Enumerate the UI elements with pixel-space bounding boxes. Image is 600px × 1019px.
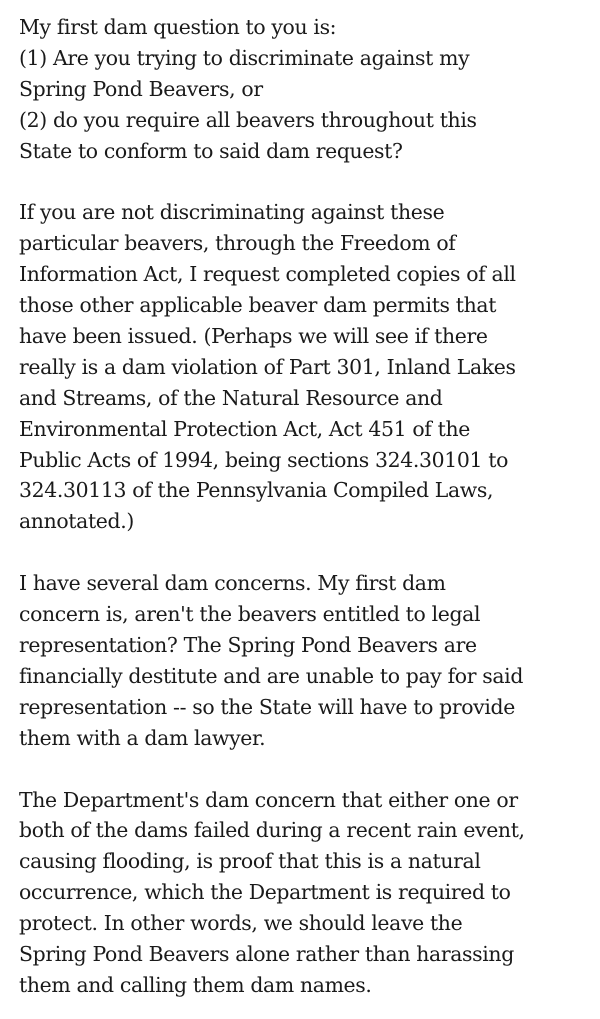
- text-line: concern is, aren't the beavers entitled to legal: [19, 602, 481, 627]
- text-line: Spring Pond Beavers alone rather than harassing: [19, 942, 514, 967]
- text-line: and Streams, of the Natural Resource and: [19, 385, 443, 410]
- text-line: them with a dam lawyer.: [19, 725, 266, 750]
- paragraph-foia-request: [19, 197, 590, 537]
- text-line: 324.30113 of the Pennsylvania Compiled Laws,: [19, 478, 494, 503]
- paragraph-department-concern: [19, 785, 590, 1001]
- text-line: If you are not discriminating against these: [19, 200, 445, 225]
- text-line: The Department's dam concern that either one or: [19, 787, 518, 812]
- text-line: really is a dam violation of Part 301, Inland Lakes: [19, 354, 516, 379]
- text-line: Spring Pond Beavers, or: [19, 76, 263, 101]
- text-line: them and calling them dam names.: [19, 972, 372, 997]
- text-line: representation? The Spring Pond Beavers are: [19, 633, 477, 658]
- paragraph-dam-question: [19, 12, 590, 166]
- text-line: Information Act, I request completed copies of all: [19, 262, 516, 287]
- text-line: those other applicable beaver dam permits that: [19, 293, 497, 318]
- text-line: Environmental Protection Act, Act 451 of the: [19, 416, 470, 441]
- text-line: State to conform to said dam request?: [19, 138, 403, 163]
- text-line: My first dam question to you is:: [19, 15, 337, 39]
- text-line: protect. In other words, we should leave the: [19, 911, 463, 936]
- paragraph-legal-representation: [19, 568, 590, 753]
- text-line: Public Acts of 1994, being sections 324.30101 to: [19, 447, 509, 472]
- text-line: financially destitute and are unable to pay for said: [19, 663, 524, 688]
- text-line: causing flooding, is proof that this is a natural: [19, 849, 481, 874]
- text-line: representation -- so the State will have to provide: [19, 694, 515, 719]
- text-line: both of the dams failed during a recent rain event,: [19, 818, 525, 843]
- text-line: I have several dam concerns. My first dam: [19, 571, 446, 596]
- text-line: (2) do you require all beavers throughout this: [19, 107, 477, 132]
- text-line: particular beavers, through the Freedom of: [19, 231, 456, 256]
- text-line: occurrence, which the Department is required to: [19, 880, 511, 905]
- text-line: (1) Are you trying to discriminate against my: [19, 45, 470, 70]
- text-line: have been issued. (Perhaps we will see if there: [19, 324, 488, 349]
- text-line: annotated.): [19, 509, 134, 534]
